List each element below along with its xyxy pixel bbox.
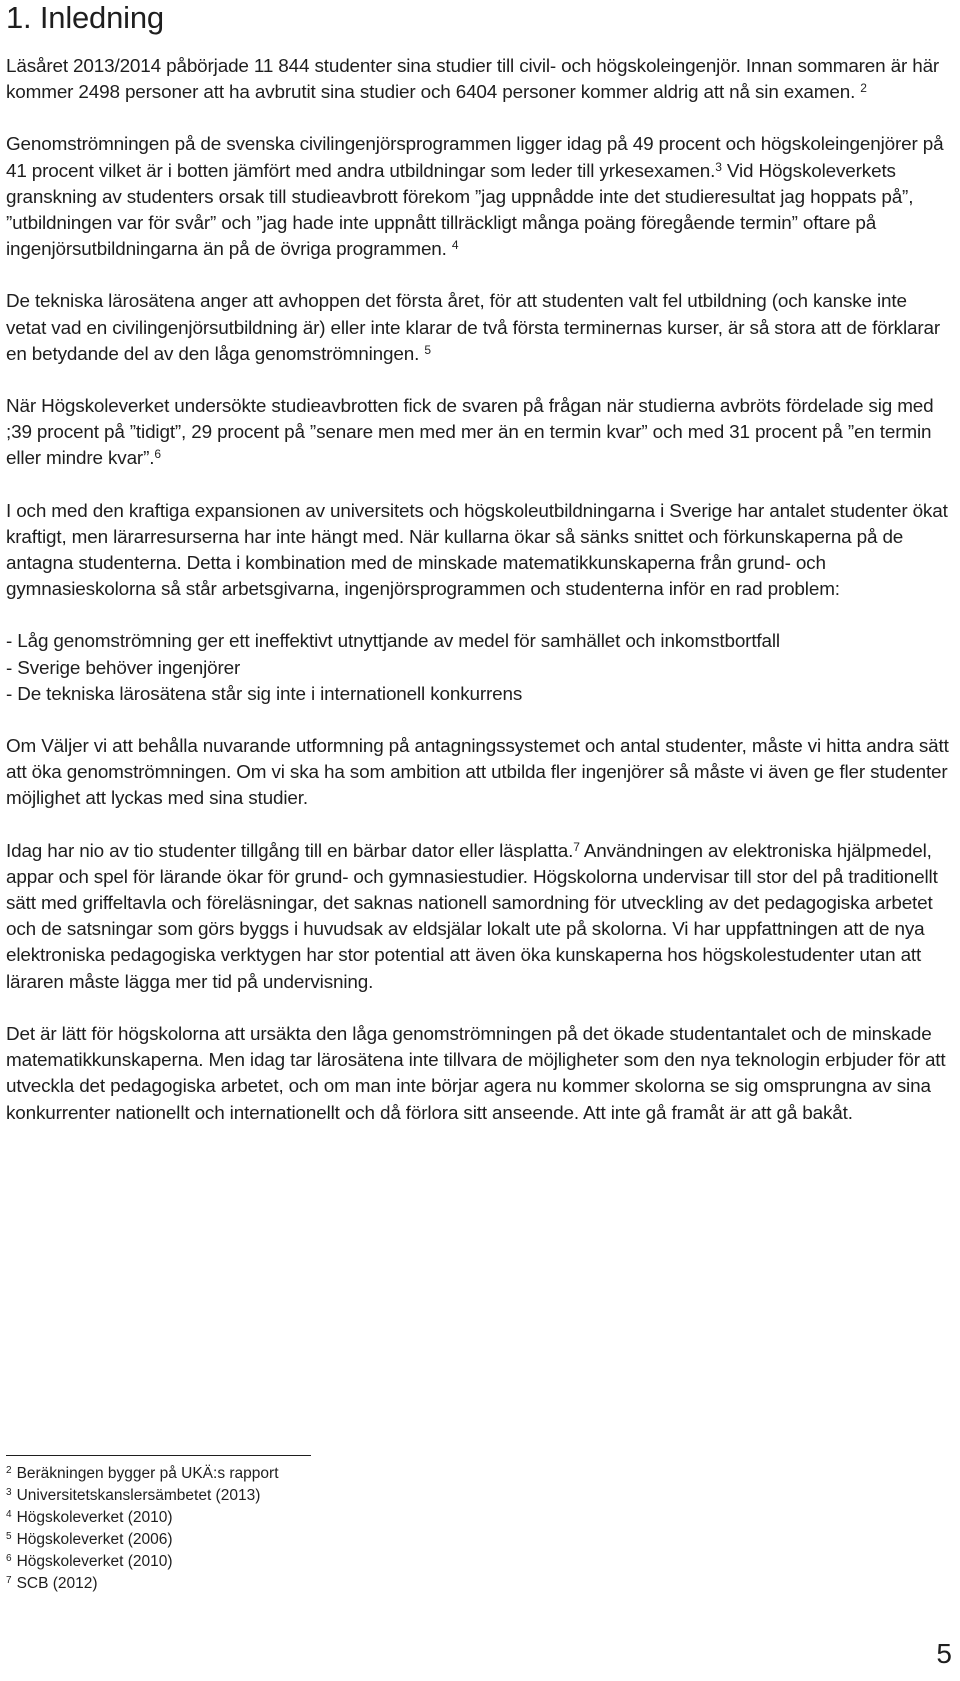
footnote-ref-5: 5 (424, 342, 431, 357)
paragraph-8: Det är lätt för högskolorna att ursäkta den låga genomströmningen på det ökade studentantalet och de minskade matematikkunskaperna. Men idag tar lärosätena inte tillvara de möjligheter som den nya teknologin erbjuder för att utveckla det pedagogiska arbetet, och om man inte börjar agera nu kommer skolorna se sig omsprungna av sina konkurrenter nationellt och internationellt och då förlora sitt anseende. Att inte gå framåt är att gå bakåt. (6, 1023, 946, 1124)
list-item: - Låg genomströmning ger ett ineffektivt utnyttjande av medel för samhället och inkomstbortfall (6, 631, 780, 653)
list-item: - Sverige behöver ingenjörer (6, 657, 241, 679)
page-number: 5 (936, 1638, 952, 1669)
footnote: $^7$ SCB (2012) (6, 1575, 98, 1592)
footnote-ref-4: 4 (451, 238, 459, 253)
footnote-separator (6, 1455, 311, 1456)
footnote-ref-6: 6 (154, 447, 161, 462)
paragraph-3: De tekniska lärosätena anger att avhoppen det första året, för att studenten valt fel utbildning (och kanske inte vetat vad en civilingenjörsutbildning är) eller inte klarar de två första terminernas kurser, är så stora att de förklarar en betydande del av den låga genomströmningen. $^5$ (6, 291, 941, 365)
problem-list (6, 629, 950, 708)
paragraph-1: Läsåret 2013/2014 påbörjade 11 844 studenter sina studier till civil- och högskoleingenjör. Innan sommaren är här kommer 2498 personer att ha avbrutit sina studier och 6404 personer kommer aldrig att nå sin examen. $^2$ (6, 56, 940, 104)
footnotes (6, 1463, 506, 1595)
section-heading: 1. Inledning (6, 0, 164, 35)
footnote-ref-3: 3 (715, 159, 722, 174)
list-item: - De tekniska lärosätena står sig inte i internationell konkurrens (6, 683, 523, 705)
paragraph-2: Genomströmningen på de svenska civilingenjörsprogrammen ligger idag på 49 procent och högskoleingenjörer på 41 procent vilket är i botten jämfört med andra utbildningar som leder till yrkesexamen.$^3$ Vid Högskoleverkets granskning av studenters orsak till studieavbrott förekom ”jag uppnådde inte det studieresultat jag hoppats på”, ”utbildningen var för svår” och ”jag hade inte uppnått tillräckligt många poäng föregående termin” oftare på ingenjörsutbildningarna än på de övriga programmen. $^4$ (6, 134, 944, 261)
footnote-ref-2: 2 (860, 81, 867, 96)
footnote: $^2$ Beräkningen bygger på UKÄ:s rapport (6, 1465, 279, 1482)
footnote: $^4$ Högskoleverket (2010) (6, 1509, 173, 1526)
body-text (6, 54, 950, 1153)
paragraph-6: Om Väljer vi att behålla nuvarande utformning på antagningssystemet och antal studenter, måste vi hitta andra sätt att öka genomströmningen. Om vi ska ha som ambition att utbilda fler ingenjörer så måste vi även ge fler studenter möjlighet att lyckas med sina studier. (6, 736, 949, 810)
footnote-ref-7: 7 (573, 839, 580, 854)
paragraph-4: När Högskoleverket undersökte studieavbrotten fick de svaren på frågan när studierna avbröts fördelade sig med ;39 procent på ”tidigt”, 29 procent på ”senare men med mer än en termin kvar” och med 31 procent på ”en termin eller mindre kvar”.$^6$ (6, 396, 934, 470)
footnote: $^5$ Högskoleverket (2006) (6, 1531, 173, 1548)
paragraph-5: I och med den kraftiga expansionen av universitets och högskoleutbildningarna i Sverige har antalet studenter ökat kraftigt, men lärarresurserna har inte hängt med. När kullarna ökar så sänks snittet och förkunskaperna på de antagna studenterna. Detta i kombination med de minskade matematikkunskaperna från grund- och gymnasieskolorna så står arbetsgivarna, ingenjörsprogrammen och studenterna inför en rad problem: (6, 500, 948, 601)
paragraph-7: Idag har nio av tio studenter tillgång till en bärbar dator eller läsplatta.$^7$ Användningen av elektroniska hjälpmedel, appar och spel för lärande ökar för grund- och gymnasiestudier. Högskolorna undervisar till stor del på traditionellt sätt med griffeltavla och föreläsningar, det saknas nationell samordning för utveckling av det pedagogiska arbetet och de satsningar som görs byggs i huvudsak av eldsjälar lokalt ute på skolorna. Vi har uppfattningen att de nya elektroniska pedagogiska verktygen har stor potential att även öka kunskaperna hos högskolestudenter utan att läraren måste lägga mer tid på undervisning. (6, 839, 938, 993)
footnote: $^6$ Högskoleverket (2010) (6, 1553, 173, 1570)
footnote: $^3$ Universitetskanslersämbetet (2013) (6, 1487, 261, 1504)
